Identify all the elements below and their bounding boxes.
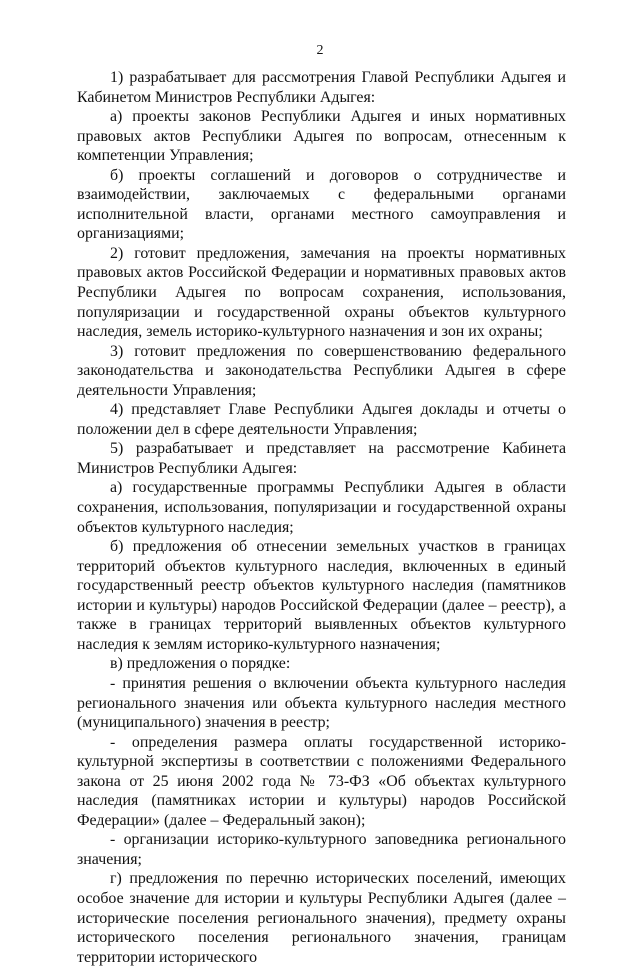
paragraph-1b: б) проекты соглашений и договоров о сотрудничестве и взаимодействии, заключаемых с федеральными органами исполнительной власти, органами местного самоуправления и организациями; — [77, 166, 566, 243]
document-body — [77, 68, 566, 967]
paragraph-5: 5) разрабатывает и представляет на рассмотрение Кабинета Министров Республики Адыгея: — [77, 440, 566, 477]
paragraph-2: 2) готовит предложения, замечания на проекты нормативных правовых актов Российской Федерации и нормативных правовых актов Республики Адыгея по вопросам сохранения, использования, популяризации и государственной охраны объектов культурного наследия, земель историко-культурного назначения и зон их охраны; — [77, 244, 566, 341]
page-number: 2 — [316, 43, 324, 58]
paragraph-5b: б) предложения об отнесении земельных участков в границах территорий объектов культурного наследия, включенных в единый государственный реестр объектов культурного наследия (памятников истории и культуры) народов Российской Федерации (далее – реестр), а также в границах территорий выявленных объектов культурного наследия к землям историко-культурного назначения; — [77, 538, 566, 653]
paragraph-5c-item-3: - организации историко-культурного заповедника регионального значения; — [77, 831, 566, 868]
paragraph-5c-item-1: - принятия решения о включении объекта культурного наследия регионального значения или объекта культурного наследия местного (муниципального) значения в реестр; — [77, 674, 566, 732]
paragraph-4: 4) представляет Главе Республики Адыгея доклады и отчеты о положении дел в сфере деятельности Управления; — [77, 401, 566, 438]
paragraph-5a: а) государственные программы Республики Адыгея в области сохранения, использования, популяризации и государственной охраны объектов культурного наследия; — [77, 479, 566, 536]
paragraph-3: 3) готовит предложения по совершенствованию федерального законодательства и законодательства Республики Адыгея в сфере деятельности Управления; — [77, 342, 566, 399]
paragraph-1a: а) проекты законов Республики Адыгея и иных нормативных правовых актов Республики Адыгея по вопросам, отнесенным к компетенции Управления; — [77, 108, 566, 165]
paragraph-5c-item-2: - определения размера оплаты государственной историко-культурной экспертизы в соответствии с положениями Федерального закона от 25 июня 2002 года № 73-ФЗ «Об объектах культурного наследия (памятниках истории и культуры) народов Российской Федерации» (далее – Федеральный закон); — [77, 733, 566, 829]
paragraph-5d: г) предложения по перечню исторических поселений, имеющих особое значение для истории и культуры Республики Адыгея (далее – исторические поселения регионального значения), предмету охраны исторического поселения регионального значения, границам территории исторического — [77, 870, 566, 966]
paragraph-5c: в) предложения о порядке: — [110, 655, 291, 673]
paragraph-1: 1) разрабатывает для рассмотрения Главой Республики Адыгея и Кабинетом Министров Республики Адыгея: — [77, 69, 566, 106]
